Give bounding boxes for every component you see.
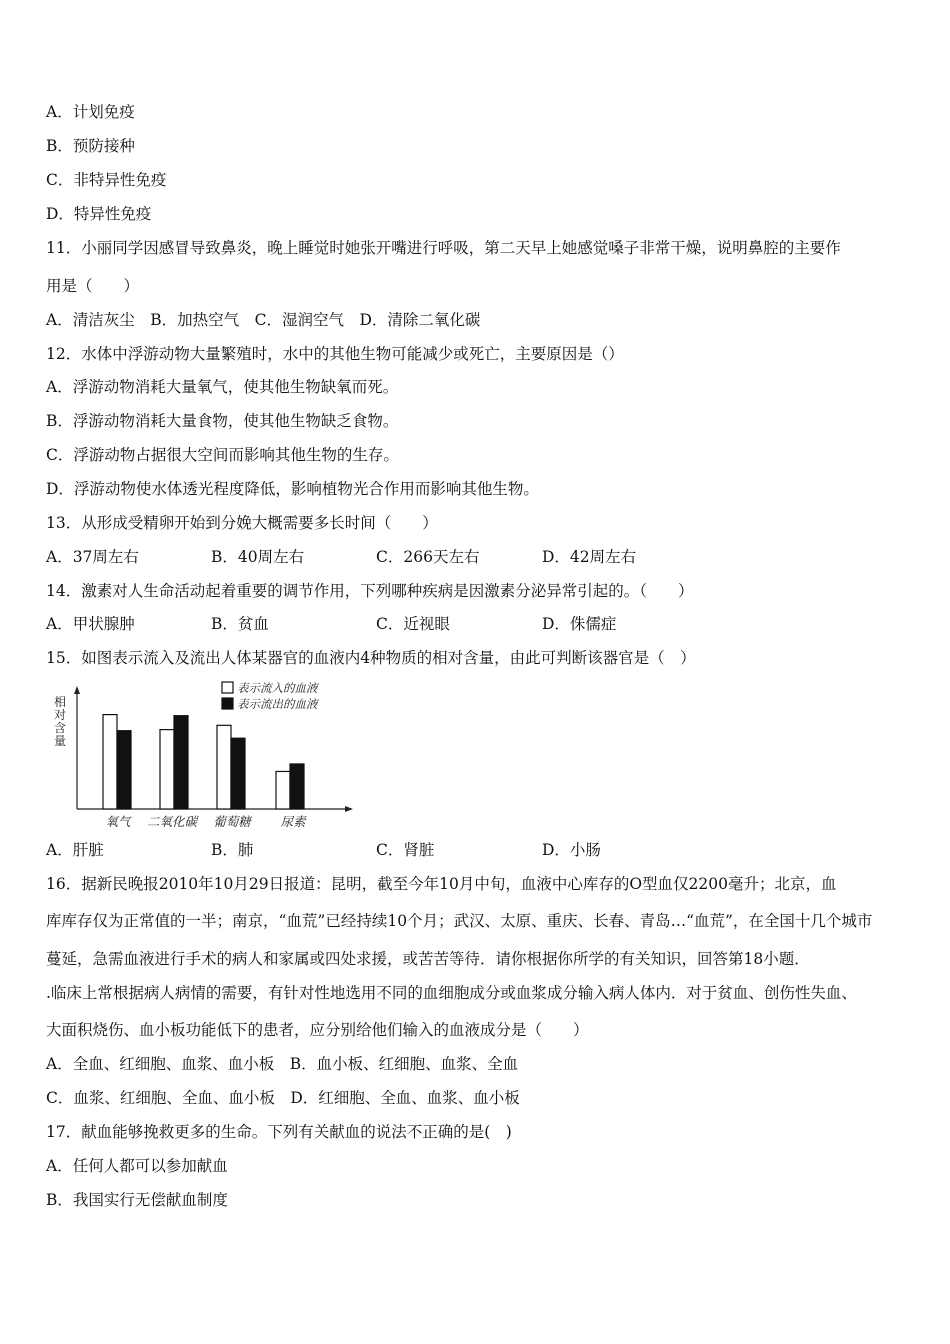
q12-option-a: A．浮游动物消耗大量氧气，使其他生物缺氧而死。 [46,378,399,396]
chart-y-axis-label [54,694,66,748]
q10-option-b: B．预防接种 [46,137,135,155]
q15-option-a: A．肝脏 [46,841,104,859]
q12-option-c: C．浮游动物占据很大空间而影响其他生物的生存。 [46,446,399,464]
q12-option-d: D．浮游动物使水体透光程度降低，影响植物光合作用而影响其他生物。 [46,480,539,498]
q16-stem-line3: 蔓延，急需血液进行手术的病人和家属或四处求援，或苦苦等待．请你根据你所学的有关知识，回答第18小题． [46,950,810,968]
q13-option-c: C．266天左右 [376,548,480,566]
q16-stem-line4: .临床上常根据病人病情的需要，有针对性地选用不同的血细胞成分或血浆成分输入病人体内．对于贫血、创伤性失血、 [46,984,857,1002]
q12-stem: 12．水体中浮游动物大量繁殖时，水中的其他生物可能减少或死亡，主要原因是（） [46,345,624,363]
bar-outflow-3 [290,764,304,809]
q11-stem-line1: 11．小丽同学因感冒导致鼻炎，晚上睡觉时她张开嘴进行呼吸，第二天早上她感觉嗓子非常干燥，说明鼻腔的主要作 [46,239,841,257]
q12-option-b: B．浮游动物消耗大量食物，使其他生物缺乏食物。 [46,412,399,430]
q15-option-b: B．肺 [211,841,254,859]
q14-options [46,614,926,634]
x-tick-label: 二氧化碳 [146,814,198,829]
q10-option-a: A．计划免疫 [46,103,135,121]
legend-swatch-outflow [222,698,233,709]
x-tick-label: 尿素 [280,814,306,829]
legend-label-outflow: 表示流出的血液 [237,697,318,711]
bar-inflow-1 [160,730,174,809]
q11-stem-line2: 用是（ ） [46,277,140,295]
q15-bar-chart [44,678,364,836]
q15-options [46,840,926,860]
q13-stem: 13．从形成受精卵开始到分娩大概需要多长时间（ ） [46,514,438,532]
legend-label-inflow: 表示流入的血液 [237,681,318,695]
bar-inflow-2 [217,725,231,809]
bar-outflow-1 [174,716,188,809]
q14-option-c: C．近视眼 [376,615,450,633]
q17-option-b: B．我国实行无偿献血制度 [46,1191,228,1209]
q15-option-d: D．小肠 [542,841,601,859]
bar-outflow-2 [231,738,245,809]
q16-stem-line5: 大面积烧伤、血小板功能低下的患者，应分别给他们输入的血液成分是（ ） [46,1021,589,1039]
bar-inflow-3 [276,771,290,809]
q16-options-ab: A．全血、红细胞、血浆、血小板 B．血小板、红细胞、血浆、全血 [46,1055,519,1073]
q15-stem: 15．如图表示流入及流出人体某器官的血液内4种物质的相对含量，由此可判断该器官是（ ） [46,649,696,667]
q14-stem: 14．激素对人生命活动起着重要的调节作用，下列哪种疾病是因激素分泌异常引起的。（ ） [46,582,694,600]
q10-option-c: C．非特异性免疫 [46,171,167,189]
q14-option-b: B．贫血 [211,615,269,633]
bar-outflow-0 [117,731,131,809]
bar-inflow-0 [103,715,117,809]
q13-option-d: D．42周左右 [542,548,637,566]
q17-stem: 17．献血能够挽救更多的生命。下列有关献血的说法不正确的是( ) [46,1123,512,1141]
q13-option-a: A．37周左右 [46,548,139,566]
q14-option-a: A．甲状腺肿 [46,615,135,633]
q13-option-b: B．40周左右 [211,548,305,566]
x-tick-label: 氧气 [105,814,131,829]
q10-option-d: D．特异性免疫 [46,205,152,223]
q16-options-cd: C．血浆、红细胞、全血、血小板 D．红细胞、全血、血浆、血小板 [46,1089,520,1107]
chart-ylabel-char: 含 [53,721,67,735]
chart-ylabel-char: 对 [53,708,67,722]
q16-stem-line2: 库库存仅为正常值的一半；南京，“血荒”已经持续10个月；武汉、太原、重庆、长春、青岛…“血荒”，在全国十几个城市 [46,912,873,930]
chart-ylabel-char: 量 [53,734,67,748]
q17-option-a: A．任何人都可以参加献血 [46,1157,228,1175]
q14-option-d: D．侏儒症 [542,615,617,633]
legend-swatch-inflow [222,682,233,693]
x-tick-label: 葡萄糖 [213,814,251,829]
q15-option-c: C．肾脏 [376,841,435,859]
q11-options: A．清洁灰尘 B．加热空气 C．湿润空气 D．清除二氧化碳 [46,311,481,329]
q16-stem-line1: 16．据新民晚报2010年10月29日报道：昆明，截至今年10月中旬，血液中心库存的O型血仅2200毫升；北京，血 [46,875,837,893]
q13-options [46,547,926,567]
chart-ylabel-char: 相 [53,695,67,709]
